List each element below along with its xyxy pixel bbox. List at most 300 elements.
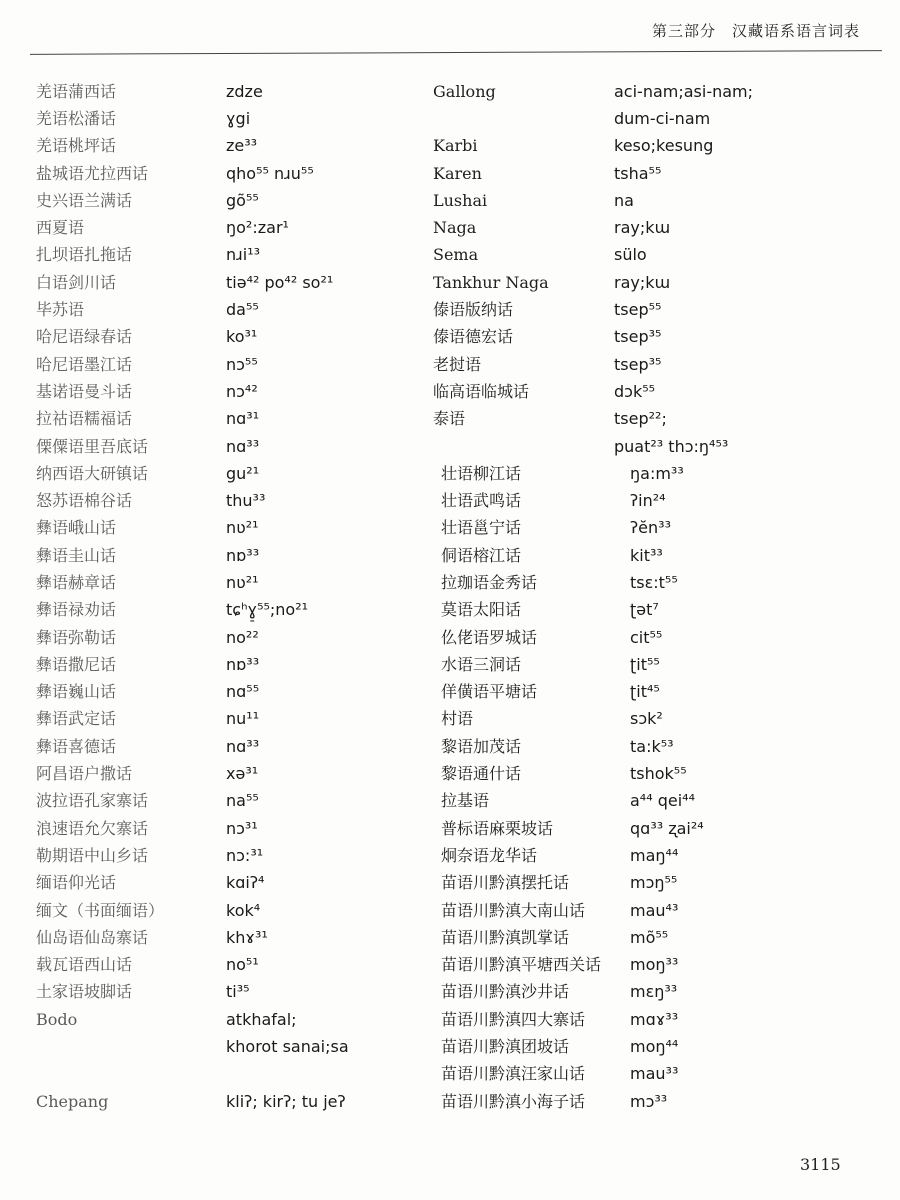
language-label: 羌语桃坪话: [36, 136, 117, 156]
word-form: [614, 78, 884, 105]
word-form: [614, 569, 884, 596]
language-name: [433, 542, 633, 569]
language-label: 彝语武定话: [36, 709, 117, 729]
language-name: [36, 296, 226, 323]
word-form: [226, 760, 426, 787]
word-label: ko³¹: [226, 327, 258, 347]
language-name: [36, 842, 226, 869]
word-label: thu³³: [226, 491, 266, 511]
word-form: [226, 569, 426, 596]
word-form: [614, 269, 884, 296]
language-label: 拉基语: [441, 791, 490, 811]
word-label: ʈit⁵⁵: [630, 654, 660, 674]
word-form: [614, 542, 884, 569]
word-label: ta:k⁵³: [630, 736, 674, 756]
word-form: [226, 924, 426, 951]
word-label: tiə⁴² po⁴² so²¹: [226, 272, 334, 292]
word-label: ray;kɯ: [614, 218, 671, 238]
language-label: 壮语柳江话: [441, 463, 522, 483]
word-form: [614, 624, 884, 651]
language-label: 苗语川黔滇汪家山话: [441, 1064, 586, 1084]
language-name: [433, 842, 633, 869]
word-label: cit⁵⁵: [630, 627, 663, 647]
language-name: [36, 897, 226, 924]
language-label: Naga: [433, 218, 477, 238]
language-label: 彝语喜德话: [36, 736, 117, 756]
language-name: [36, 460, 226, 487]
running-header: [30, 14, 882, 50]
language-name: [36, 487, 226, 514]
word-label: nɑ⁵⁵: [226, 682, 260, 702]
language-name: [433, 624, 633, 651]
language-label: 羌语松潘话: [36, 108, 117, 128]
language-label: 壮语邕宁话: [441, 518, 522, 538]
language-label: 苗语川黔滇四大寨话: [441, 1009, 586, 1029]
language-label: 浪速语允欠寨话: [36, 818, 149, 838]
language-name: [433, 460, 633, 487]
word-label: aci-nam;asi-nam;: [614, 81, 754, 101]
language-label: 黎语通什话: [441, 764, 522, 784]
right-word-column: [614, 78, 884, 1115]
language-label: 苗语川黔滇平塘西关话: [441, 955, 602, 975]
word-label: puat²³ thɔ:ŋ⁴⁵³: [614, 436, 729, 456]
language-name: [433, 515, 633, 542]
word-label: dɔk⁵⁵: [614, 381, 656, 401]
word-form: [226, 160, 426, 187]
language-name: [433, 269, 633, 296]
language-label: Chepang: [36, 1091, 109, 1111]
word-form: [614, 1006, 884, 1033]
word-label: mɑɤ³³: [630, 1009, 679, 1029]
word-form: [226, 979, 426, 1006]
language-name: [36, 1033, 226, 1060]
language-name: [36, 406, 226, 433]
word-form: [614, 733, 884, 760]
word-label: xə³¹: [226, 764, 259, 784]
language-label: 白语剑川话: [36, 272, 117, 292]
word-label: tsha⁵⁵: [614, 163, 662, 183]
word-form: [614, 242, 884, 269]
language-label: 佯僙语平塘话: [441, 682, 538, 702]
language-name: [36, 651, 226, 678]
language-label: 炯奈语龙华话: [441, 845, 538, 865]
word-label: moŋ⁴⁴: [630, 1037, 679, 1057]
language-label: 彝语禄劝话: [36, 600, 117, 620]
language-name: [36, 133, 226, 160]
language-name: [433, 242, 633, 269]
word-label: moŋ³³: [630, 955, 679, 975]
word-label: tɕʰɣ̠⁵⁵;no²¹: [226, 600, 309, 620]
language-label: 水语三洞话: [441, 654, 522, 674]
language-name: [36, 433, 226, 460]
language-label: 哈尼语墨江话: [36, 354, 133, 374]
language-name: [433, 487, 633, 514]
language-name: [433, 952, 633, 979]
word-label: keso;kesung: [614, 136, 714, 156]
word-form: [226, 515, 426, 542]
word-label: no⁵¹: [226, 955, 259, 975]
language-name: [36, 760, 226, 787]
word-label: tsep⁵⁵: [614, 300, 662, 320]
word-form: [614, 651, 884, 678]
word-label: khɤ³¹: [226, 927, 268, 947]
word-label: ray;kɯ: [614, 272, 671, 292]
word-label: atkhafal;: [226, 1009, 297, 1029]
word-label: nɹi¹³: [226, 245, 261, 265]
word-form: [614, 515, 884, 542]
language-name: [36, 269, 226, 296]
language-name: [36, 597, 226, 624]
language-name: [433, 924, 633, 951]
right-language-column: [433, 78, 633, 1115]
word-form: [614, 296, 884, 323]
word-form: [614, 214, 884, 241]
word-label: ze³³: [226, 136, 258, 156]
language-name: [36, 214, 226, 241]
language-name: [36, 160, 226, 187]
language-label: 缅语仰光话: [36, 873, 117, 893]
word-form: [614, 105, 884, 132]
left-word-column: [226, 78, 426, 1115]
language-label: 苗语川黔滇凯掌话: [441, 927, 570, 947]
word-label: nɒ³³: [226, 545, 260, 565]
word-label: ŋa:m³³: [630, 463, 684, 483]
word-form: [226, 897, 426, 924]
word-form: [226, 651, 426, 678]
word-label: ti³⁵: [226, 982, 250, 1002]
word-label: nɔ⁵⁵: [226, 354, 258, 374]
language-label: 纳西语大研镇话: [36, 463, 149, 483]
language-label: Karen: [433, 163, 482, 183]
language-name: [433, 679, 633, 706]
language-name: [433, 351, 633, 378]
language-name: [36, 788, 226, 815]
word-form: [614, 815, 884, 842]
word-form: [614, 433, 884, 460]
header-title: 第三部分 汉藏语系语言词表: [651, 22, 860, 40]
word-form: [614, 706, 884, 733]
word-label: nʋ²¹: [226, 572, 259, 592]
language-name: [36, 870, 226, 897]
language-label: 史兴语兰满话: [36, 190, 133, 210]
word-form: [614, 1061, 884, 1088]
word-form: [614, 460, 884, 487]
word-label: zdze: [226, 81, 263, 101]
word-form: [614, 679, 884, 706]
word-form: [614, 1088, 884, 1115]
language-name: [36, 542, 226, 569]
language-name: [36, 78, 226, 105]
word-label: khorot sanai;sa: [226, 1037, 349, 1057]
language-label: 彝语赫章话: [36, 572, 117, 592]
language-label: 老挝语: [433, 354, 482, 374]
language-label: 哈尼语绿春话: [36, 327, 133, 347]
language-name: [433, 788, 633, 815]
language-label: 西夏语: [36, 218, 85, 238]
language-label: 彝语圭山话: [36, 545, 117, 565]
word-form: [614, 160, 884, 187]
word-form: [614, 952, 884, 979]
language-name: [36, 187, 226, 214]
word-form: [226, 624, 426, 651]
word-form: [226, 133, 426, 160]
language-label: 阿昌语户撒话: [36, 764, 133, 784]
language-name: [433, 406, 633, 433]
language-label: 黎语加茂话: [441, 736, 522, 756]
word-label: tsep³⁵: [614, 354, 662, 374]
word-form: [226, 296, 426, 323]
left-language-column: [36, 78, 226, 1115]
language-name: [36, 679, 226, 706]
language-name: [433, 870, 633, 897]
language-label: 傣语德宏话: [433, 327, 514, 347]
language-name: [433, 1088, 633, 1115]
word-form: [614, 351, 884, 378]
word-label: nɒ³³: [226, 654, 260, 674]
language-label: 临高语临城话: [433, 381, 530, 401]
word-form: [226, 842, 426, 869]
language-label: 羌语蒲西话: [36, 81, 117, 101]
language-name: [433, 979, 633, 1006]
language-label: 苗语川黔滇小海子话: [441, 1091, 586, 1111]
language-label: 彝语撒尼话: [36, 654, 117, 674]
word-form: [226, 815, 426, 842]
language-label: Gallong: [433, 81, 496, 101]
word-label: mɛŋ³³: [630, 982, 678, 1002]
word-form: [226, 406, 426, 433]
header-rule: [30, 50, 882, 55]
language-name: [36, 569, 226, 596]
word-form: [226, 952, 426, 979]
word-label: na: [614, 190, 634, 210]
language-name: [36, 1088, 226, 1115]
word-form: [226, 542, 426, 569]
language-label: 村语: [441, 709, 474, 729]
word-form: [226, 269, 426, 296]
language-name: [433, 597, 633, 624]
word-label: tsep³⁵: [614, 327, 662, 347]
word-form: [226, 706, 426, 733]
language-label: 勒期语中山乡话: [36, 845, 149, 865]
word-label: da⁵⁵: [226, 300, 259, 320]
language-label: Sema: [433, 245, 479, 265]
language-name: [36, 105, 226, 132]
language-label: 拉珈语金秀话: [441, 572, 538, 592]
word-form: [226, 105, 426, 132]
language-name: [433, 214, 633, 241]
word-form: [614, 406, 884, 433]
word-label: tshok⁵⁵: [630, 764, 687, 784]
language-label: 土家语坡脚话: [36, 982, 133, 1002]
word-form: [226, 597, 426, 624]
word-form: [614, 760, 884, 787]
word-label: ʈət⁷: [630, 600, 659, 620]
language-name: [36, 1061, 226, 1088]
language-name: [433, 815, 633, 842]
language-label: 彝语峨山话: [36, 518, 117, 538]
word-label: sülo: [614, 245, 647, 265]
language-name: [433, 733, 633, 760]
language-name: [433, 1006, 633, 1033]
word-label: mõ⁵⁵: [630, 927, 669, 947]
word-form: [614, 870, 884, 897]
word-label: gõ⁵⁵: [226, 190, 259, 210]
word-form: [614, 897, 884, 924]
word-form: [614, 378, 884, 405]
language-label: 扎坝语扎拖话: [36, 245, 133, 265]
language-label: 傈僳语里吾底话: [36, 436, 149, 456]
language-name: [433, 897, 633, 924]
word-form: [226, 733, 426, 760]
language-label: 泰语: [433, 409, 466, 429]
page-number: 3115: [800, 1155, 841, 1174]
language-label: 彝语巍山话: [36, 682, 117, 702]
language-label: 苗语川黔滇团坡话: [441, 1037, 570, 1057]
language-name: [433, 569, 633, 596]
language-name: [433, 105, 633, 132]
word-label: na⁵⁵: [226, 791, 259, 811]
word-label: dum-ci-nam: [614, 108, 711, 128]
language-label: 傣语版纳话: [433, 300, 514, 320]
word-label: nʋ²¹: [226, 518, 259, 538]
word-form: [226, 487, 426, 514]
language-name: [36, 706, 226, 733]
language-label: 普标语麻栗坡话: [441, 818, 554, 838]
word-label: nɑ³³: [226, 436, 260, 456]
language-label: Tankhur Naga: [433, 272, 549, 292]
word-form: [226, 378, 426, 405]
word-form: [226, 324, 426, 351]
word-label: sɔk²: [630, 709, 663, 729]
language-label: 苗语川黔滇大南山话: [441, 900, 586, 920]
word-form: [226, 1006, 426, 1033]
language-name: [433, 160, 633, 187]
word-form: [226, 433, 426, 460]
word-form: [614, 487, 884, 514]
language-name: [36, 378, 226, 405]
word-form: [614, 1033, 884, 1060]
language-name: [36, 924, 226, 951]
language-name: [433, 296, 633, 323]
word-label: tsɛ:t⁵⁵: [630, 572, 678, 592]
word-form: [226, 870, 426, 897]
language-label: 缅文（书面缅语）: [36, 900, 165, 920]
language-name: [36, 979, 226, 1006]
word-form: [614, 924, 884, 951]
word-form: [226, 679, 426, 706]
word-label: nɔ³¹: [226, 818, 258, 838]
language-name: [433, 651, 633, 678]
word-form: [614, 842, 884, 869]
language-name: [433, 378, 633, 405]
word-label: ɣgi: [226, 108, 251, 128]
word-label: mɔŋ⁵⁵: [630, 873, 678, 893]
word-label: nɔ:³¹: [226, 845, 264, 865]
word-label: a⁴⁴ qei⁴⁴: [630, 791, 695, 811]
language-name: [433, 760, 633, 787]
language-name: [36, 324, 226, 351]
word-label: ʈit⁴⁵: [630, 682, 660, 702]
language-name: [36, 1006, 226, 1033]
language-name: [433, 78, 633, 105]
language-name: [36, 515, 226, 542]
word-label: tsep²²;: [614, 409, 667, 429]
language-name: [36, 351, 226, 378]
language-label: 仙岛语仙岛寨话: [36, 927, 149, 947]
word-label: mau⁴³: [630, 900, 679, 920]
language-name: [36, 733, 226, 760]
word-label: qho⁵⁵ nɹu⁵⁵: [226, 163, 314, 183]
language-label: 基诺语曼斗话: [36, 381, 133, 401]
word-form: [614, 324, 884, 351]
word-label: nɑ³³: [226, 736, 260, 756]
word-label: nɔ⁴²: [226, 381, 258, 401]
language-name: [433, 433, 633, 460]
language-label: 彝语弥勒话: [36, 627, 117, 647]
word-label: ŋo²:zar¹: [226, 218, 289, 238]
word-form: [226, 78, 426, 105]
word-form: [226, 214, 426, 241]
language-label: 怒苏语棉谷话: [36, 491, 133, 511]
language-name: [36, 815, 226, 842]
language-name: [433, 187, 633, 214]
word-form: [226, 788, 426, 815]
language-name: [433, 706, 633, 733]
language-label: Lushai: [433, 190, 488, 210]
language-label: 仫佬语罗城话: [441, 627, 538, 647]
language-label: 盐城语尤拉西话: [36, 163, 149, 183]
word-label: maŋ⁴⁴: [630, 845, 679, 865]
word-label: ʔĕn³³: [630, 518, 671, 538]
word-form: [614, 979, 884, 1006]
language-label: 莫语太阳话: [441, 600, 522, 620]
language-label: 载瓦语西山话: [36, 955, 133, 975]
word-label: nɑ³¹: [226, 409, 260, 429]
language-label: 毕苏语: [36, 300, 85, 320]
word-label: nu¹¹: [226, 709, 260, 729]
language-name: [433, 133, 633, 160]
language-name: [36, 952, 226, 979]
word-label: kit³³: [630, 545, 663, 565]
language-label: 波拉语孔家寨话: [36, 791, 149, 811]
word-form: [226, 460, 426, 487]
language-label: 壮语武鸣话: [441, 491, 522, 511]
word-form: [226, 1088, 426, 1115]
word-form: [226, 187, 426, 214]
language-name: [433, 324, 633, 351]
word-form: [614, 597, 884, 624]
word-label: kliʔ; kirʔ; tu jeʔ: [226, 1091, 346, 1111]
language-name: [433, 1033, 633, 1060]
language-name: [36, 242, 226, 269]
word-form: [226, 242, 426, 269]
word-form: [614, 133, 884, 160]
word-form: [226, 1061, 426, 1088]
language-label: 苗语川黔滇摆托话: [441, 873, 570, 893]
language-label: 侗语榕江话: [441, 545, 522, 565]
word-label: kɑiʔ⁴: [226, 873, 265, 893]
word-label: mɔ³³: [630, 1091, 668, 1111]
language-name: [36, 624, 226, 651]
word-label: gu²¹: [226, 463, 260, 483]
language-label: Karbi: [433, 136, 478, 156]
language-label: 苗语川黔滇沙井话: [441, 982, 570, 1002]
language-name: [433, 1061, 633, 1088]
word-label: no²²: [226, 627, 259, 647]
word-label: mau³³: [630, 1064, 679, 1084]
word-form: [614, 187, 884, 214]
word-form: [614, 788, 884, 815]
